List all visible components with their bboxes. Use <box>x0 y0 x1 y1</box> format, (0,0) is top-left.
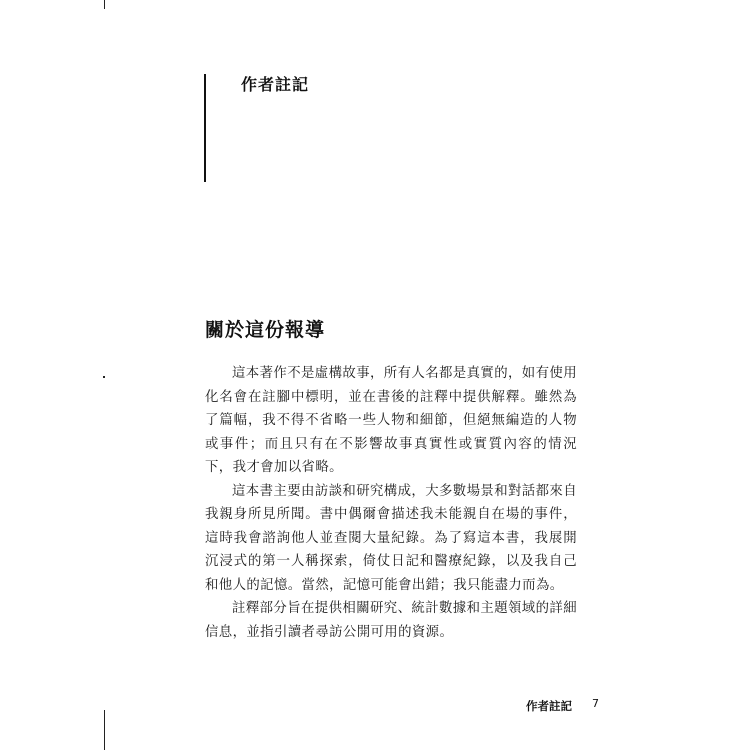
chapter-heading: 關於這份報導 <box>205 319 326 341</box>
paragraph: 註釋部分旨在提供相關研究、統計數據和主題領域的詳細信息，並指引讀者尋訪公開可用的資源。 <box>205 601 577 640</box>
running-footer-title: 作者註記 <box>526 699 572 713</box>
crop-mark-middle <box>103 376 105 378</box>
crop-mark-top <box>104 0 105 9</box>
section-rule <box>204 74 206 182</box>
paragraph: 這本著作不是虛構故事，所有人名都是真實的，如有使用化名會在註腳中標明，並在書後的註釋中提供解釋。雖然為了篇幅，我不得不省略一些人物和細節，但絕無編造的人物或事件；而且只有在不影響故事真實性或實質內容的情況下，我才會加以省略。 <box>205 366 577 475</box>
crop-mark-bottom <box>104 710 105 750</box>
page-number: 7 <box>592 697 599 710</box>
paragraph: 這本書主要由訪談和研究構成，大多數場景和對話都來自我親身所見所聞。書中偶爾會描述我未能親自在場的事件，這時我會諮詢他人並查閱大量紀錄。為了寫這本書，我展開沉浸式的第一人稱探索，倚仗日記和醫療紀錄，以及我自己和他人的記憶。當然，記憶可能會出錯；我只能盡力而為。 <box>205 483 577 593</box>
body-text <box>205 362 577 644</box>
section-title: 作者註記 <box>241 75 310 94</box>
